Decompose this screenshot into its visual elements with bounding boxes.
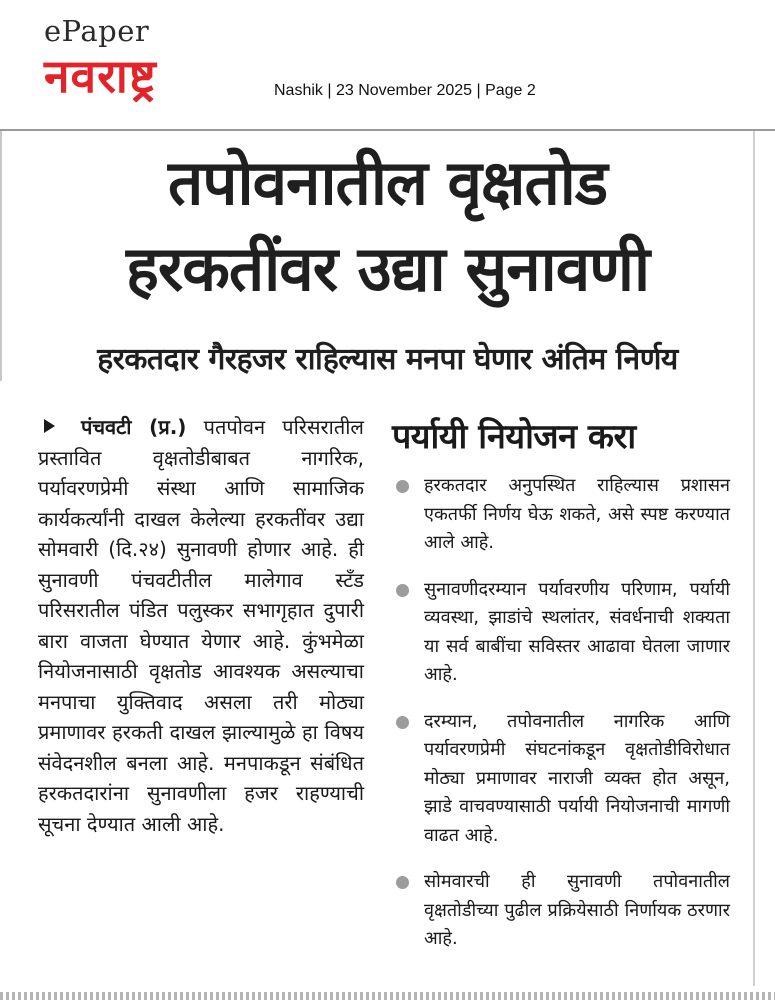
page-edge-strip xyxy=(0,992,775,1000)
box-point-text: दरम्यान, तपोवनातील नागरिक आणि पर्यावरणप्रेमी संघटनांकडून वृक्षतोडीविरोधात मोठ्या प्रमाणावर नाराजी व्यक्त होत असून, झाडे वाचवण्यासाठी पर्यायी नियोजनाची मागणी वाढत आहे. xyxy=(424,710,730,846)
bullet-dot-icon xyxy=(396,480,409,493)
article-body xyxy=(38,412,364,839)
headline-line-2: हरकतींवर उद्या सुनावणी xyxy=(125,232,650,305)
highlight-box xyxy=(392,412,730,972)
box-point-text: सुनावणीदरम्यान पर्यावरणीय परिणाम, पर्यायी व्यवस्था, झाडांचे स्थलांतर, संवर्धनाची शक्यता या सर्व बाबींचा सविस्तर आढावा घेतला जाणार आहे. xyxy=(424,578,730,685)
edition-info: Nashik | 23 November 2025 | Page 2 xyxy=(274,82,536,99)
dateline: पंचवटी (प्र.) xyxy=(81,415,187,439)
box-point-text: हरकतदार अनुपस्थित राहिल्यास प्रशासन एकतर्फी निर्णय घेऊ शकते, असे स्पष्ट करण्यात आले आहे. xyxy=(424,475,730,553)
header-divider xyxy=(0,129,775,131)
box-point xyxy=(392,472,730,558)
headline-line-1: तपोवनातील वृक्षतोड xyxy=(167,146,608,219)
article-subheadline: हरकतदार गैरहजर राहिल्यास मनपा घेणार अंतिम निर्णय xyxy=(97,342,678,377)
bullet-dot-icon xyxy=(396,584,409,597)
article-body-text: पतपोवन परिसरातील प्रस्तावित वृक्षतोडीबाबत नागरिक, पर्यावरणप्रेमी संस्था आणि सामाजिक कार्यकर्त्यांनी दाखल केलेल्या हरकतींवर उद्या सोमवारी (दि.२४) सुनावणी होणार आहे. ही सुनावणी पंचवटीतील मालेगाव स्टँड परिसरातील पंडित पलुस्कर सभागृहात दुपारी बारा वाजता घेण्यात येणार आहे. कुंभमेळा नियोजनासाठी वृक्षतोड आवश्यक असल्याचा मनपाचा युक्तिवाद असला तरी मोठ्या प्रमाणावर हरकती दाखल झाल्यामुळे हा विषय संवेदनशील बनला आहे. मनपाकडून संबंधित हरकतदारांना सुनावणीला हजर राहण्याची सूचना देण्यात आली आहे. xyxy=(38,415,364,836)
box-point xyxy=(392,576,730,690)
play-arrow-icon xyxy=(44,419,55,433)
article-headline xyxy=(0,140,775,312)
article-body-column xyxy=(38,412,364,839)
newspaper-logo[interactable]: नवराष्ट्र xyxy=(44,49,157,103)
bullet-dot-icon xyxy=(396,716,409,729)
box-title: पर्यायी नियोजन करा xyxy=(392,417,636,457)
epaper-label: ePaper xyxy=(44,14,150,48)
box-point-text: सोमवारची ही सुनावणी तपोवनातील वृक्षतोडीच्या पुढील प्रक्रियेसाठी निर्णायक ठरणार आहे. xyxy=(424,871,730,949)
box-point xyxy=(392,868,730,954)
bullet-dot-icon xyxy=(396,876,409,889)
epaper-header xyxy=(0,0,775,130)
box-point xyxy=(392,708,730,851)
box-points xyxy=(392,472,730,954)
